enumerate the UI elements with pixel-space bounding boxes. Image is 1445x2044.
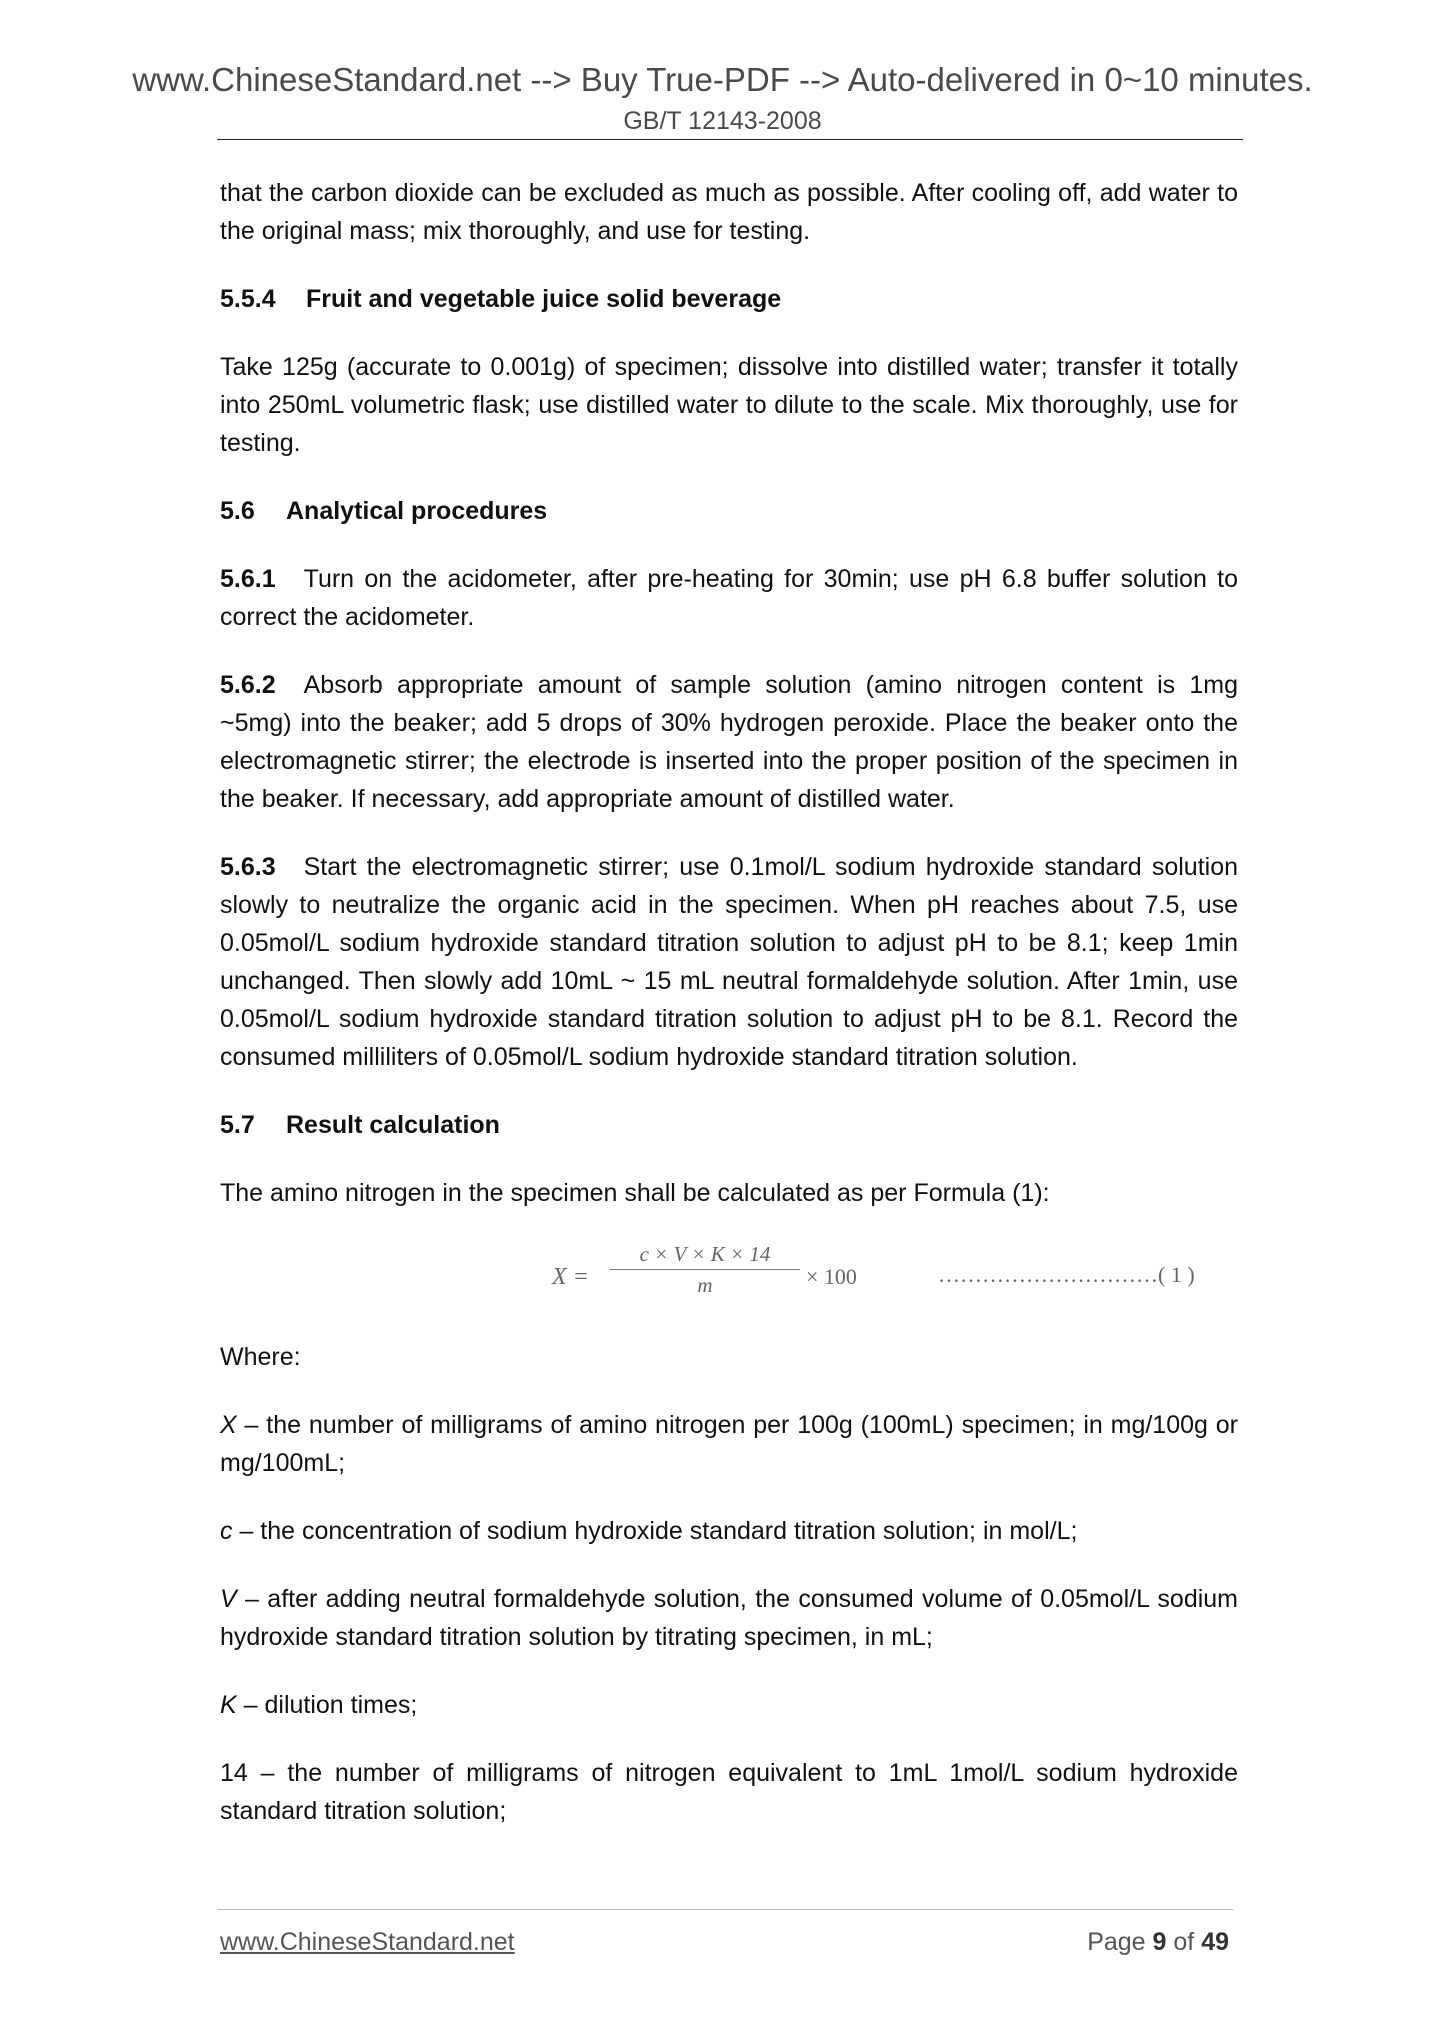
definition-item xyxy=(220,1406,1238,1482)
paragraph-continued: that the carbon dioxide can be excluded as much as possible. After cooling off, add water to the original mass; mix thoroughly, and use for testing. xyxy=(220,179,1238,245)
definition-text: – after adding neutral formaldehyde solution, the consumed volume of 0.05mol/L sodium hydroxide standard titration solution by titrating specimen, in mL; xyxy=(220,1585,1238,1651)
definition-symbol: 14 xyxy=(220,1759,248,1787)
clause-number: 5.6.2 xyxy=(220,671,276,699)
formula-intro: The amino nitrogen in the specimen shall be calculated as per Formula (1): xyxy=(220,1179,1050,1207)
formula-denominator: m xyxy=(697,1273,713,1297)
page-of: of xyxy=(1166,1928,1202,1956)
standard-code: GB/T 12143-2008 xyxy=(623,107,822,135)
definition-text: – dilution times; xyxy=(236,1691,418,1719)
section-5-6-1 xyxy=(220,560,1238,636)
formula-lhs: X = xyxy=(552,1264,589,1290)
definitions-list xyxy=(220,1406,1238,1830)
clause-text: Absorb appropriate amount of sample solution (amino nitrogen content is 1mg ~5mg) into the beaker; add 5 drops of 30% hydrogen peroxide. Place the beaker onto the electromagnetic stirrer; the electrode is inserted into the proper position of the specimen in the beaker. If necessary, add appropriate amount of distilled water. xyxy=(220,671,1238,813)
page-current: 9 xyxy=(1152,1928,1167,1956)
footer-divider xyxy=(217,1909,1233,1910)
formula-1 xyxy=(220,1240,1238,1312)
definition-item xyxy=(220,1512,1238,1550)
definition-item xyxy=(220,1686,1238,1724)
fraction-bar xyxy=(610,1269,800,1270)
definition-item xyxy=(220,1754,1238,1830)
section-5-5-4-text: Take 125g (accurate to 0.001g) of specimen; dissolve into distilled water; transfer it totally into 250mL volumetric flask; use distilled water to dilute to the scale. Mix thoroughly, use for testing. xyxy=(220,353,1238,457)
section-number: 5.6 xyxy=(220,497,255,525)
clause-text: Start the electromagnetic stirrer; use 0.1mol/L sodium hydroxide standard solution slowly to neutralize the organic acid in the specimen. When pH reaches about 7.5, use 0.05mol/L sodium hydroxide standard titration solution to adjust pH to be 8.1; keep 1min unchanged. Then slowly add 10mL ~ 15 mL neutral formaldehyde solution. After 1min, use 0.05mol/L sodium hydroxide standard titration solution to adjust pH to be 8.1. Record the consumed milliliters of 0.05mol/L sodium hydroxide standard titration solution. xyxy=(220,853,1238,1071)
section-5-6-3 xyxy=(220,848,1238,1076)
clause-number: 5.6.3 xyxy=(220,853,276,881)
page-prefix: Page xyxy=(1087,1928,1153,1956)
clause-number: 5.6.1 xyxy=(220,565,276,593)
section-title: Analytical procedures xyxy=(286,497,548,525)
page-indicator xyxy=(1087,1928,1229,1957)
formula-leader xyxy=(938,1256,1195,1294)
formula-numerator: c × V × K × 14 xyxy=(639,1242,771,1266)
definition-text: – the number of milligrams of amino nitrogen per 100g (100mL) specimen; in mg/100g or mg/100mL; xyxy=(220,1411,1238,1477)
section-5-6-heading xyxy=(220,492,1238,530)
where-label: Where: xyxy=(220,1343,301,1371)
section-title: Fruit and vegetable juice solid beverage xyxy=(306,285,782,313)
header-divider xyxy=(217,139,1243,140)
formula-dots: ………………………… xyxy=(938,1262,1158,1287)
header-banner: www.ChineseStandard.net --> Buy True-PDF --> Auto-delivered in 0~10 minutes. xyxy=(132,61,1313,98)
page-total: 49 xyxy=(1201,1928,1229,1956)
formula-label: ( 1 ) xyxy=(1158,1262,1195,1287)
formula-fraction xyxy=(610,1240,800,1299)
section-number: 5.5.4 xyxy=(220,285,276,313)
clause-text: Turn on the acidometer, after pre-heating for 30min; use pH 6.8 buffer solution to correct the acidometer. xyxy=(220,565,1238,631)
section-title: Result calculation xyxy=(286,1111,500,1139)
section-5-5-4-heading xyxy=(220,280,1238,318)
definition-text: – the number of milligrams of nitrogen equivalent to 1mL 1mol/L sodium hydroxide standard titration solution; xyxy=(220,1759,1238,1825)
section-number: 5.7 xyxy=(220,1111,255,1139)
formula-multiplier: × 100 xyxy=(806,1264,857,1289)
definition-symbol: X xyxy=(220,1411,237,1439)
definition-symbol: c xyxy=(220,1517,233,1545)
footer-site-link[interactable]: www.ChineseStandard.net xyxy=(220,1928,515,1956)
definition-symbol: K xyxy=(220,1691,237,1719)
section-5-6-2 xyxy=(220,666,1238,818)
definition-text: – the concentration of sodium hydroxide standard titration solution; in mol/L; xyxy=(232,1517,1078,1545)
page-content xyxy=(220,174,1238,1830)
section-5-7-heading xyxy=(220,1106,1238,1144)
definition-symbol: V xyxy=(220,1585,237,1613)
definition-item xyxy=(220,1580,1238,1656)
